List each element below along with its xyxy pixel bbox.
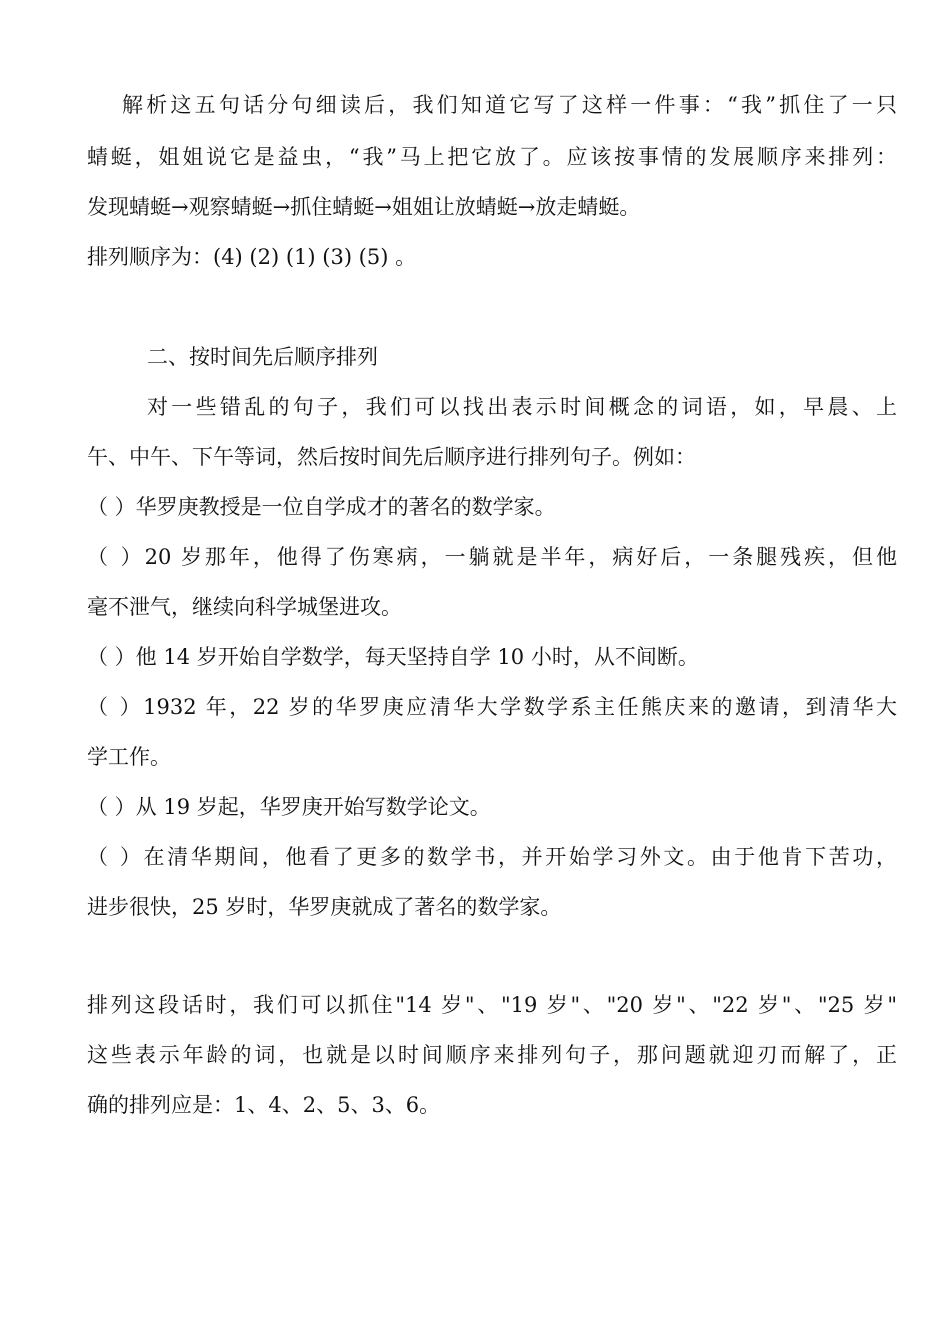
sentence-5-line-1: （ ）从 19 岁起，华罗庚开始写数学论文。	[87, 795, 491, 819]
sentence-6-line-2: 进步很快，25 岁时，华罗庚就成了著名的数学家。	[87, 895, 562, 919]
sentence-2-line-2: 毫不泄气，继续向科学城堡进攻。	[87, 595, 402, 619]
sentence-4-line-2: 学工作。	[87, 745, 171, 769]
sentence-1-line-1: （ ）华罗庚教授是一位自学成才的著名的数学家。	[87, 495, 556, 519]
sentence-3-line-1: （ ）他 14 岁开始自学数学，每天坚持自学 10 小时，从不间断。	[87, 645, 699, 669]
paragraph-2-line-2: 午、中午、下午等词，然后按时间先后顺序进行排列句子。例如：	[87, 445, 696, 469]
paragraph-2-line-1: 对一些错乱的句子，我们可以找出表示时间概念的词语，如，早晨、上	[147, 395, 897, 419]
sentence-6-line-1: （ ）在清华期间，他看了更多的数学书，并开始学习外文。由于他肯下苦功，	[87, 845, 897, 869]
section-heading: 二、按时间先后顺序排列	[147, 345, 378, 369]
paragraph-1-line-1: 解析这五句话分句细读后，我们知道它写了这样一件事：“我”抓住了一只	[122, 93, 897, 117]
sentence-2-line-1: （ ）20 岁那年，他得了伤寒病，一躺就是半年，病好后，一条腿残疾，但他	[87, 545, 897, 569]
paragraph-1-line-4: 排列顺序为：(4) (2) (1) (3) (5) 。	[87, 245, 417, 269]
paragraph-3-line-1: 排列这段话时，我们可以抓住"14 岁"、"19 岁"、"20 岁"、"22 岁"、"25 岁"	[87, 993, 897, 1017]
paragraph-1-line-2: 蜻蜓，姐姐说它是益虫，“我”马上把它放了。应该按事情的发展顺序来排列：	[87, 145, 897, 169]
sentence-4-line-1: （ ）1932 年，22 岁的华罗庚应清华大学数学系主任熊庆来的邀请，到清华大	[87, 695, 897, 719]
paragraph-3-line-2: 这些表示年龄的词，也就是以时间顺序来排列句子，那问题就迎刃而解了，正	[87, 1043, 897, 1067]
paragraph-3-line-3: 确的排列应是：1、4、2、5、3、6。	[87, 1093, 441, 1117]
paragraph-1-line-3: 发现蜻蜓→观察蜻蜓→抓住蜻蜓→姐姐让放蜻蜓→放走蜻蜓。	[87, 195, 641, 219]
